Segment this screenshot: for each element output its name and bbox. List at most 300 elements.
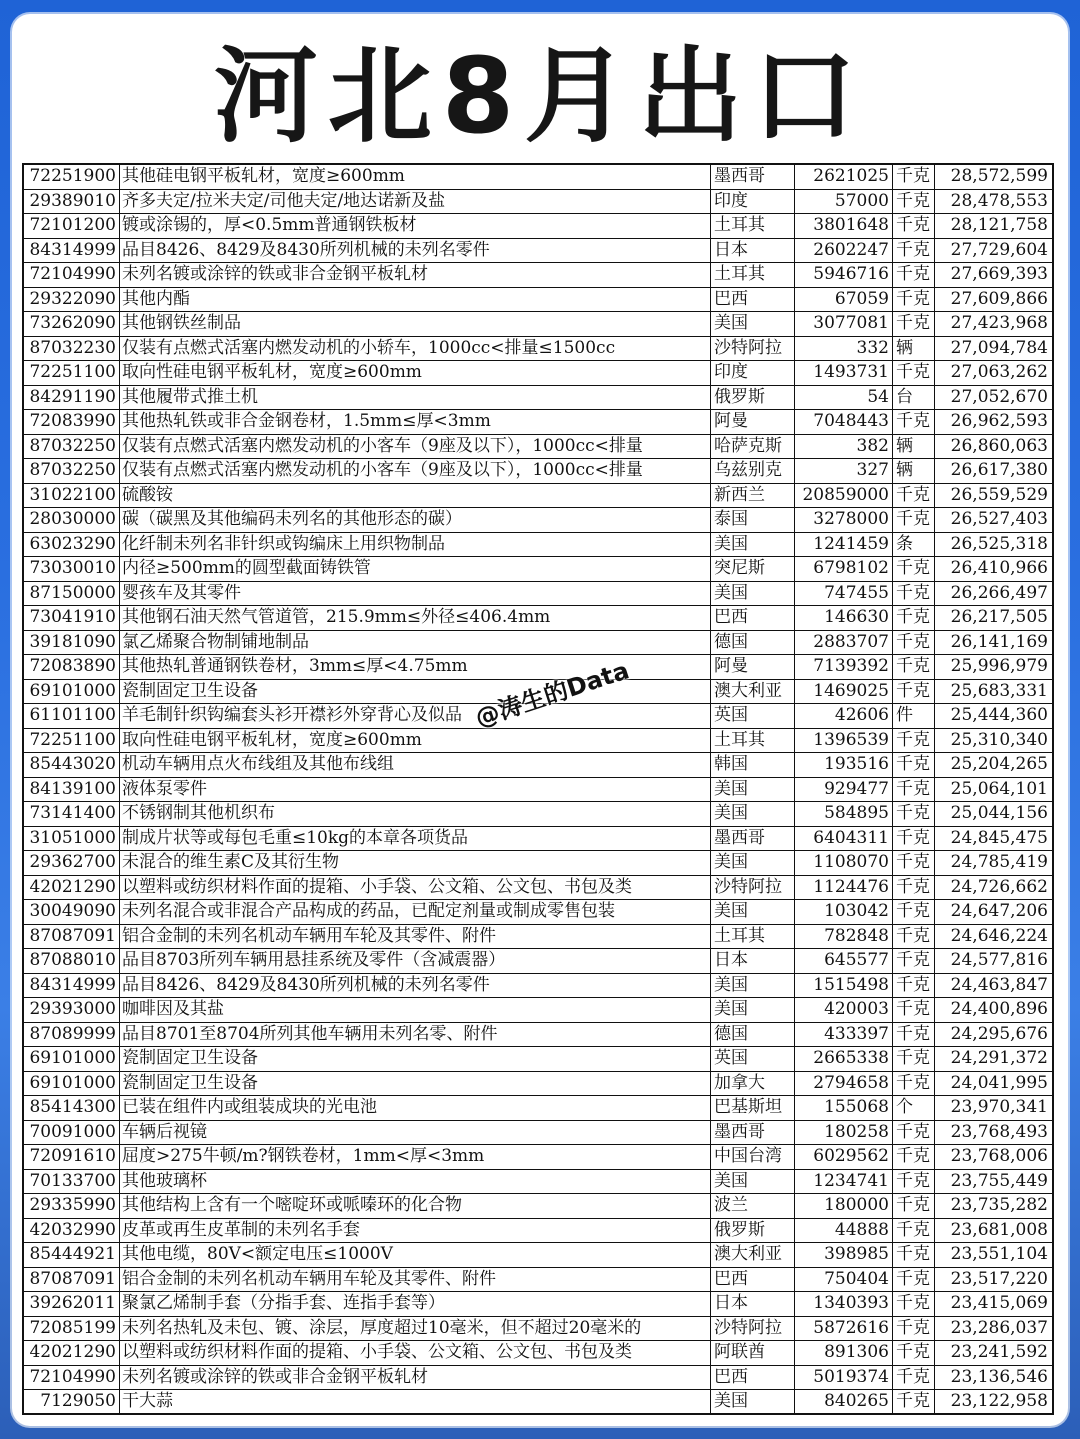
cell-quantity: 1241459 (795, 533, 893, 557)
watermark: @涛生的Data (471, 656, 633, 733)
cell-country: 突尼斯 (711, 557, 795, 581)
cell-code: 29393000 (24, 998, 120, 1022)
table-row (24, 337, 1052, 362)
table-row (24, 239, 1052, 264)
cell-value: 23,551,104 (950, 1244, 1048, 1264)
cell-country: 土耳其 (711, 263, 795, 287)
export-table (22, 163, 1054, 1415)
cell-code: 72251100 (24, 729, 120, 753)
cell-code: 87150000 (24, 582, 120, 606)
cell-country: 墨西哥 (711, 1121, 795, 1145)
cell-code: 7129050 (24, 1390, 120, 1413)
cell-value: 26,266,497 (950, 582, 1048, 603)
cell-unit: 千克 (893, 1219, 935, 1243)
cell-unit: 千克 (893, 876, 935, 900)
cell-unit: 千克 (893, 851, 935, 875)
table-row (24, 1341, 1052, 1366)
cell-quantity: 103042 (795, 900, 893, 924)
cell-quantity: 6029562 (795, 1145, 893, 1169)
cell-value: 25,064,101 (950, 778, 1048, 799)
cell-unit: 千克 (893, 582, 935, 606)
table-row (24, 998, 1052, 1023)
cell-quantity: 433397 (795, 1023, 893, 1047)
cell-country: 巴西 (711, 1366, 795, 1390)
cell-name: 其他内酯 (120, 288, 711, 312)
table-row (24, 1292, 1052, 1317)
cell-unit: 千克 (893, 974, 935, 998)
table-row (24, 900, 1052, 925)
cell-unit: 千克 (893, 1341, 935, 1365)
table-row (24, 1072, 1052, 1097)
cell-country: 美国 (711, 312, 795, 336)
cell-code: 87032250 (24, 459, 120, 483)
cell-country: 沙特阿拉 (711, 876, 795, 900)
cell-code: 61101100 (24, 704, 120, 728)
cell-country: 澳大利亚 (711, 1243, 795, 1267)
cell-code: 31022100 (24, 484, 120, 508)
cell-unit: 千克 (893, 1145, 935, 1169)
table-row (24, 1219, 1052, 1244)
cell-code: 72083890 (24, 655, 120, 679)
cell-country: 日本 (711, 1292, 795, 1316)
cell-name: 车辆后视镜 (120, 1121, 711, 1145)
cell-code: 72104990 (24, 1366, 120, 1390)
cell-code: 70091000 (24, 1121, 120, 1145)
table-row (24, 263, 1052, 288)
cell-country: 英国 (711, 1047, 795, 1071)
table-row (24, 851, 1052, 876)
cell-name: 咖啡因及其盐 (120, 998, 711, 1022)
cell-name: 内径≥500mm的圆型截面铸铁管 (120, 557, 711, 581)
cell-country: 德国 (711, 1023, 795, 1047)
table-row (24, 655, 1052, 680)
cell-code: 87087091 (24, 925, 120, 949)
cell-country: 美国 (711, 802, 795, 826)
table-row (24, 582, 1052, 607)
cell-code: 73141400 (24, 802, 120, 826)
cell-name: 未列名镀或涂锌的铁或非合金钢平板轧材 (120, 263, 711, 287)
cell-quantity: 645577 (795, 949, 893, 973)
table-row (24, 557, 1052, 582)
cell-name: 品目8701至8704所列其他车辆用未列名零、附件 (120, 1023, 711, 1047)
cell-code: 87032250 (24, 435, 120, 459)
cell-code: 29362700 (24, 851, 120, 875)
cell-unit: 千克 (893, 655, 935, 679)
cell-name: 仅装有点燃式活塞内燃发动机的小轿车，1000cc<排量≤1500cc (120, 337, 711, 361)
cell-unit: 千克 (893, 1268, 935, 1292)
cell-quantity: 2794658 (795, 1072, 893, 1096)
cell-value: 23,735,282 (950, 1195, 1048, 1215)
table-row (24, 288, 1052, 313)
cell-unit: 千克 (893, 190, 935, 214)
cell-code: 42021290 (24, 1341, 120, 1365)
cell-unit: 千克 (893, 925, 935, 949)
cell-country: 日本 (711, 949, 795, 973)
table-row (24, 165, 1052, 190)
cell-country: 美国 (711, 998, 795, 1022)
cell-quantity: 3278000 (795, 508, 893, 532)
cell-country: 泰国 (711, 508, 795, 532)
cell-quantity: 44888 (795, 1219, 893, 1243)
cell-country: 土耳其 (711, 925, 795, 949)
cell-code: 87032230 (24, 337, 120, 361)
cell-quantity: 929477 (795, 778, 893, 802)
cell-code: 69101000 (24, 680, 120, 704)
cell-code: 85444921 (24, 1243, 120, 1267)
cell-quantity: 840265 (795, 1390, 893, 1413)
cell-value: 24,291,372 (950, 1048, 1048, 1068)
cell-country: 中国台湾 (711, 1145, 795, 1169)
cell-country: 土耳其 (711, 729, 795, 753)
cell-name: 婴孩车及其零件 (120, 582, 711, 606)
cell-value: 23,122,958 (950, 1391, 1048, 1411)
cell-name: 瓷制固定卫生设备 (120, 680, 711, 704)
cell-name: 品目8426、8429及8430所列机械的未列名零件 (120, 239, 711, 263)
cell-code: 72101200 (24, 214, 120, 238)
cell-quantity: 782848 (795, 925, 893, 949)
cell-country: 巴西 (711, 1268, 795, 1292)
cell-country: 韩国 (711, 753, 795, 777)
cell-value: 23,970,341 (950, 1097, 1048, 1117)
cell-country: 美国 (711, 900, 795, 924)
cell-value: 28,121,758 (950, 215, 1048, 235)
cell-unit: 千克 (893, 214, 935, 238)
cell-quantity: 750404 (795, 1268, 893, 1292)
cell-value: 23,286,037 (950, 1317, 1048, 1338)
cell-quantity: 332 (795, 337, 893, 361)
cell-value: 24,845,475 (950, 827, 1048, 848)
cell-value: 26,617,380 (950, 460, 1048, 480)
cell-country: 巴基斯坦 (711, 1096, 795, 1120)
cell-country: 乌兹别克 (711, 459, 795, 483)
cell-value: 25,996,979 (950, 656, 1048, 676)
cell-country: 阿联酋 (711, 1341, 795, 1365)
cell-country: 阿曼 (711, 410, 795, 434)
cell-unit: 千克 (893, 1366, 935, 1390)
table-row (24, 925, 1052, 950)
cell-value: 24,577,816 (950, 950, 1048, 970)
cell-quantity: 382 (795, 435, 893, 459)
cell-unit: 千克 (893, 802, 935, 826)
cell-value: 26,410,966 (950, 558, 1048, 578)
cell-code: 87088010 (24, 949, 120, 973)
cell-code: 84291190 (24, 386, 120, 410)
cell-quantity: 57000 (795, 190, 893, 214)
cell-name: 以塑料或纺织材料作面的提箱、小手袋、公文箱、公文包、书包及类 (120, 876, 711, 900)
cell-unit: 辆 (893, 337, 935, 361)
cell-name: 屈度>275牛顿/m?钢铁卷材，1mm<厚<3mm (120, 1145, 711, 1169)
table-row (24, 386, 1052, 411)
cell-code: 69101000 (24, 1072, 120, 1096)
cell-name: 品目8426、8429及8430所列机械的未列名零件 (120, 974, 711, 998)
cell-value: 25,683,331 (950, 680, 1048, 701)
table-row (24, 1170, 1052, 1195)
cell-unit: 千克 (893, 1390, 935, 1413)
cell-unit: 千克 (893, 165, 935, 189)
cell-country: 土耳其 (711, 214, 795, 238)
cell-unit: 千克 (893, 508, 935, 532)
cell-code: 42032990 (24, 1219, 120, 1243)
cell-quantity: 3801648 (795, 214, 893, 238)
cell-quantity: 3077081 (795, 312, 893, 336)
cell-quantity: 398985 (795, 1243, 893, 1267)
table-row (24, 1194, 1052, 1219)
cell-code: 63023290 (24, 533, 120, 557)
cell-value: 24,041,995 (950, 1072, 1048, 1093)
cell-code: 72085199 (24, 1317, 120, 1341)
cell-quantity: 180258 (795, 1121, 893, 1145)
cell-country: 新西兰 (711, 484, 795, 508)
cell-quantity: 146630 (795, 606, 893, 630)
table-row (24, 1366, 1052, 1391)
cell-code: 69101000 (24, 1047, 120, 1071)
cell-code: 39181090 (24, 631, 120, 655)
table-row (24, 802, 1052, 827)
cell-name: 硫酸铵 (120, 484, 711, 508)
cell-quantity: 5872616 (795, 1317, 893, 1341)
cell-name: 碳（碳黑及其他编码未列名的其他形态的碳） (120, 508, 711, 532)
cell-unit: 千克 (893, 263, 935, 287)
cell-value: 24,726,662 (950, 876, 1048, 897)
cell-quantity: 2621025 (795, 165, 893, 189)
cell-value: 23,241,592 (950, 1342, 1048, 1362)
cell-value: 26,217,505 (950, 607, 1048, 627)
cell-quantity: 1124476 (795, 876, 893, 900)
cell-name: 其他钢石油天然气管道管，215.9mm≤外径≤406.4mm (120, 606, 711, 630)
cell-unit: 千克 (893, 900, 935, 924)
cell-value: 23,755,449 (950, 1170, 1048, 1191)
cell-value: 23,415,069 (950, 1293, 1048, 1313)
cell-code: 87087091 (24, 1268, 120, 1292)
table-row (24, 1390, 1052, 1415)
cell-unit: 千克 (893, 1317, 935, 1341)
cell-name: 取向性硅电钢平板轧材，宽度≥600mm (120, 361, 711, 385)
cell-value: 24,400,896 (950, 999, 1048, 1019)
cell-code: 73041910 (24, 606, 120, 630)
cell-unit: 千克 (893, 1292, 935, 1316)
cell-code: 87089999 (24, 1023, 120, 1047)
cell-country: 美国 (711, 1170, 795, 1194)
table-row (24, 631, 1052, 656)
cell-unit: 个 (893, 1096, 935, 1120)
cell-code: 39262011 (24, 1292, 120, 1316)
cell-name: 镀或涂锡的，厚<0.5mm普通钢铁板材 (120, 214, 711, 238)
cell-country: 印度 (711, 190, 795, 214)
cell-value: 24,646,224 (950, 925, 1048, 946)
cell-unit: 千克 (893, 778, 935, 802)
cell-country: 加拿大 (711, 1072, 795, 1096)
cell-value: 26,525,318 (950, 533, 1048, 554)
cell-unit: 千克 (893, 312, 935, 336)
cell-unit: 千克 (893, 631, 935, 655)
cell-unit: 千克 (893, 1243, 935, 1267)
cell-name: 其他热轧普通钢铁卷材，3mm≤厚<4.75mm (120, 655, 711, 679)
cell-name: 瓷制固定卫生设备 (120, 1072, 711, 1096)
cell-quantity: 67059 (795, 288, 893, 312)
table-row (24, 508, 1052, 533)
cell-name: 氯乙烯聚合物制铺地制品 (120, 631, 711, 655)
cell-value: 27,729,604 (950, 239, 1048, 260)
cell-code: 42021290 (24, 876, 120, 900)
cell-quantity: 420003 (795, 998, 893, 1022)
cell-name: 皮革或再生皮革制的未列名手套 (120, 1219, 711, 1243)
cell-country: 哈萨克斯 (711, 435, 795, 459)
cell-country: 沙特阿拉 (711, 337, 795, 361)
cell-name: 以塑料或纺织材料作面的提箱、小手袋、公文箱、公文包、书包及类 (120, 1341, 711, 1365)
cell-unit: 千克 (893, 361, 935, 385)
cell-value: 25,204,265 (950, 754, 1048, 774)
cell-unit: 千克 (893, 998, 935, 1022)
cell-country: 巴西 (711, 288, 795, 312)
cell-quantity: 6798102 (795, 557, 893, 581)
cell-quantity: 327 (795, 459, 893, 483)
cell-code: 73262090 (24, 312, 120, 336)
table-row (24, 778, 1052, 803)
cell-name: 液体泵零件 (120, 778, 711, 802)
cell-unit: 千克 (893, 680, 935, 704)
table-row (24, 190, 1052, 215)
cell-name: 化纤制未列名非针织或钩编床上用织物制品 (120, 533, 711, 557)
cell-value: 27,609,866 (950, 288, 1048, 309)
cell-code: 72104990 (24, 263, 120, 287)
cell-code: 31051000 (24, 827, 120, 851)
table-row (24, 1268, 1052, 1293)
cell-unit: 千克 (893, 606, 935, 630)
cell-value: 23,768,006 (950, 1146, 1048, 1166)
cell-quantity: 7048443 (795, 410, 893, 434)
table-row (24, 949, 1052, 974)
cell-code: 84314999 (24, 239, 120, 263)
cell-value: 26,141,169 (950, 631, 1048, 652)
cell-value: 23,768,493 (950, 1121, 1048, 1142)
cell-name: 其他电缆，80V<额定电压≤1000V (120, 1243, 711, 1267)
cell-value: 25,044,156 (950, 803, 1048, 823)
cell-value: 27,052,670 (950, 386, 1048, 407)
cell-value: 28,572,599 (950, 166, 1048, 186)
cell-quantity: 2602247 (795, 239, 893, 263)
cell-value: 26,559,529 (950, 484, 1048, 505)
cell-unit: 辆 (893, 435, 935, 459)
table-row (24, 1023, 1052, 1048)
cell-quantity: 891306 (795, 1341, 893, 1365)
cell-country: 美国 (711, 582, 795, 606)
cell-name: 未列名热轧及未包、镀、涂层，厚度超过10毫米，但不超过20毫米的 (120, 1317, 711, 1341)
cell-unit: 千克 (893, 1170, 935, 1194)
table-row (24, 214, 1052, 239)
card (12, 14, 1068, 1426)
table-row (24, 1317, 1052, 1342)
cell-quantity: 1515498 (795, 974, 893, 998)
cell-unit: 辆 (893, 459, 935, 483)
cell-unit: 千克 (893, 753, 935, 777)
cell-quantity: 155068 (795, 1096, 893, 1120)
table-row (24, 876, 1052, 901)
cell-unit: 千克 (893, 288, 935, 312)
cell-quantity: 1108070 (795, 851, 893, 875)
cell-country: 波兰 (711, 1194, 795, 1218)
cell-quantity: 1493731 (795, 361, 893, 385)
cell-name: 仅装有点燃式活塞内燃发动机的小客车（9座及以下），1000cc<排量 (120, 435, 711, 459)
cell-quantity: 20859000 (795, 484, 893, 508)
cell-code: 85443020 (24, 753, 120, 777)
cell-name: 羊毛制针织钩编套头衫开襟衫外穿背心及似品 (120, 704, 711, 728)
cell-country: 德国 (711, 631, 795, 655)
cell-name: 铝合金制的未列名机动车辆用车轮及其零件、附件 (120, 1268, 711, 1292)
cell-value: 28,478,553 (950, 190, 1048, 211)
cell-country: 日本 (711, 239, 795, 263)
cell-quantity: 5946716 (795, 263, 893, 287)
cell-quantity: 6404311 (795, 827, 893, 851)
cell-unit: 千克 (893, 1023, 935, 1047)
cell-unit: 千克 (893, 827, 935, 851)
cell-quantity: 584895 (795, 802, 893, 826)
table-row (24, 484, 1052, 509)
cell-quantity: 2665338 (795, 1047, 893, 1071)
cell-country: 印度 (711, 361, 795, 385)
cell-value: 24,463,847 (950, 974, 1048, 995)
cell-name: 未列名混合或非混合产品构成的药品，已配定剂量或制成零售包装 (120, 900, 711, 924)
table-row (24, 827, 1052, 852)
cell-name: 齐多夫定/拉米夫定/司他夫定/地达诺新及盐 (120, 190, 711, 214)
cell-name: 其他硅电钢平板轧材，宽度≥600mm (120, 165, 711, 189)
table-row (24, 1047, 1052, 1072)
cell-country: 美国 (711, 1390, 795, 1413)
cell-quantity: 1396539 (795, 729, 893, 753)
cell-country: 美国 (711, 533, 795, 557)
cell-code: 72251100 (24, 361, 120, 385)
table-row (24, 533, 1052, 558)
table-row (24, 410, 1052, 435)
table-row (24, 312, 1052, 337)
cell-name: 制成片状等或每包毛重≤10kg的本章各项货品 (120, 827, 711, 851)
cell-quantity: 1469025 (795, 680, 893, 704)
cell-code: 84139100 (24, 778, 120, 802)
cell-quantity: 7139392 (795, 655, 893, 679)
cell-name: 其他钢铁丝制品 (120, 312, 711, 336)
cell-quantity: 180000 (795, 1194, 893, 1218)
cell-country: 俄罗斯 (711, 1219, 795, 1243)
table-row (24, 729, 1052, 754)
cell-quantity: 42606 (795, 704, 893, 728)
cell-value: 24,785,419 (950, 852, 1048, 872)
cell-value: 24,647,206 (950, 901, 1048, 921)
cell-code: 72083990 (24, 410, 120, 434)
cell-name: 其他履带式推土机 (120, 386, 711, 410)
table-row (24, 1121, 1052, 1146)
cell-unit: 千克 (893, 949, 935, 973)
table-row (24, 704, 1052, 729)
cell-country: 澳大利亚 (711, 680, 795, 704)
cell-name: 其他结构上含有一个嘧啶环或哌嗪环的化合物 (120, 1194, 711, 1218)
cell-code: 85414300 (24, 1096, 120, 1120)
cell-unit: 件 (893, 704, 935, 728)
cell-unit: 千克 (893, 1121, 935, 1145)
cell-code: 70133700 (24, 1170, 120, 1194)
table-row (24, 1145, 1052, 1170)
cell-value: 23,136,546 (950, 1366, 1048, 1387)
cell-name: 已装在组件内或组装成块的光电池 (120, 1096, 711, 1120)
cell-name: 聚氯乙烯制手套（分指手套、连指手套等） (120, 1292, 711, 1316)
cell-country: 巴西 (711, 606, 795, 630)
cell-value: 26,860,063 (950, 435, 1048, 456)
cell-country: 墨西哥 (711, 165, 795, 189)
cell-name: 机动车辆用点火布线组及其他布线组 (120, 753, 711, 777)
cell-quantity: 1234741 (795, 1170, 893, 1194)
cell-country: 俄罗斯 (711, 386, 795, 410)
cell-code: 29335990 (24, 1194, 120, 1218)
cell-code: 29322090 (24, 288, 120, 312)
cell-name: 取向性硅电钢平板轧材，宽度≥600mm (120, 729, 711, 753)
